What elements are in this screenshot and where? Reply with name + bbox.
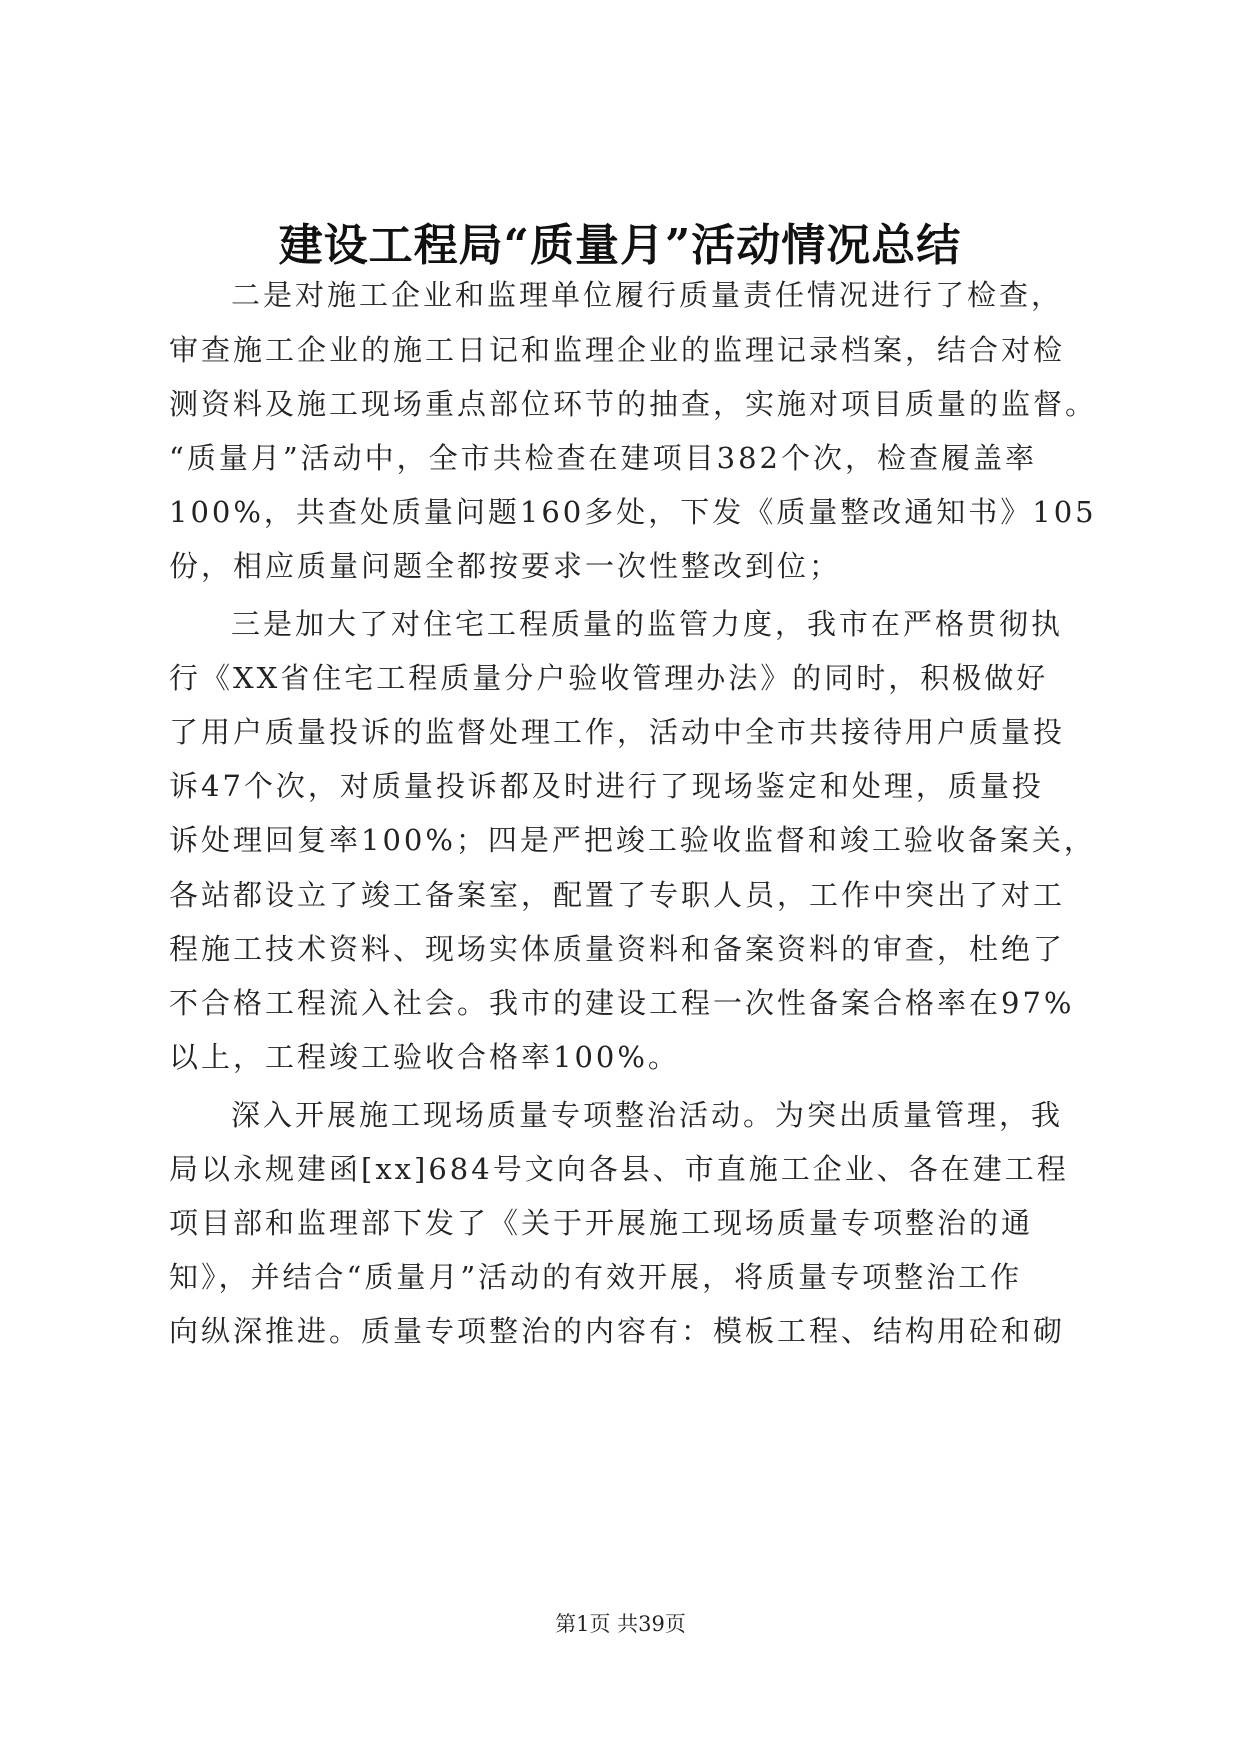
page-title: 建设工程局“质量月”活动情况总结 [278,220,962,271]
text-line: 向纵深推进。质量专项整治的内容有：模板工程、结构用砼和砌 [169,1314,1066,1348]
text-line: 深入开展施工现场质量专项整治活动。为突出质量管理，我 [231,1098,1064,1132]
text-line: 了用户质量投诉的监督处理工作，活动中全市共接待用户质量投 [169,715,1066,749]
page-number: 第1页 共39页 [555,1612,686,1636]
text-line: 知》，并结合“质量月”活动的有效开展，将质量专项整治工作 [169,1260,1023,1294]
text-line: 审查施工企业的施工日记和监理企业的监理记录档案，结合对检 [169,333,1066,367]
text-line: 二是对施工企业和监理单位履行质量责任情况进行了检查， [231,278,1064,312]
text-line: 100%，共查处质量问题160多处，下发《质量整改通知书》105 [169,495,1097,529]
text-line: 以上，工程竣工验收合格率100%。 [169,1040,680,1074]
text-line: 局以永规建函[xx]684号文向各县、市直施工企业、各在建工程 [169,1152,1069,1186]
text-line: 测资料及施工现场重点部位环节的抽查，实施对项目质量的监督。 [169,387,1098,421]
text-line: 程施工技术资料、现场实体质量资料和备案资料的审查，杜绝了 [169,932,1066,966]
text-line: 份，相应质量问题全都按要求一次性整改到位； [169,549,842,583]
text-line: 诉47个次，对质量投诉都及时进行了现场鉴定和处理，质量投 [169,769,1044,803]
text-line: 不合格工程流入社会。我市的建设工程一次性备案合格率在97% [169,986,1075,1020]
text-line: 诉处理回复率100%；四是严把竣工验收监督和竣工验收备案关， [169,823,1096,857]
text-line: “质量月”活动中，全市共检查在建项目382个次，检查履盖率 [169,441,1038,475]
text-line: 各站都设立了竣工备案室，配置了专职人员，工作中突出了对工 [169,878,1066,912]
text-line: 行《XX省住宅工程质量分户验收管理办法》的同时，积极做好 [169,661,1049,695]
text-line: 项目部和监理部下发了《关于开展施工现场质量专项整治的通 [169,1206,1034,1240]
text-line: 三是加大了对住宅工程质量的监管力度，我市在严格贯彻执 [231,607,1064,641]
